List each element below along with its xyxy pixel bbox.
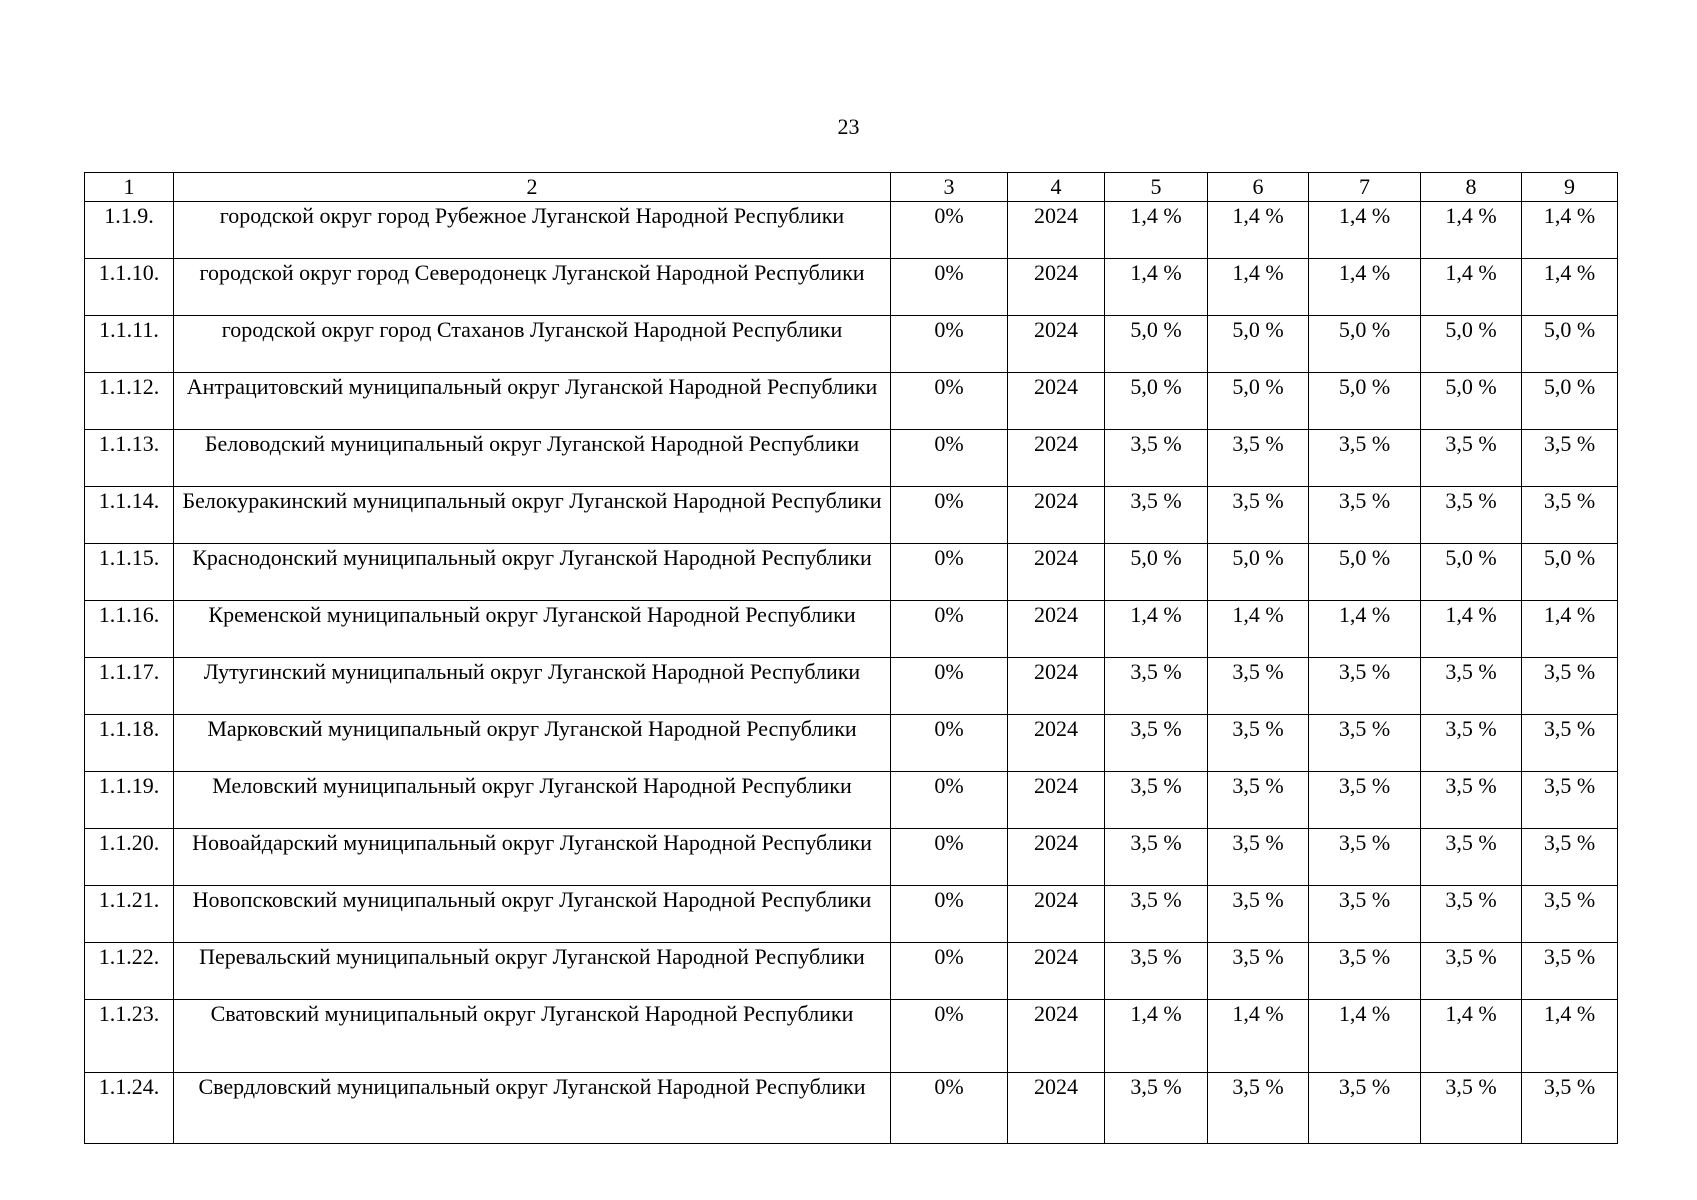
col6-value-cell: 3,5 % <box>1208 1073 1309 1144</box>
year-cell: 2024 <box>1008 829 1105 886</box>
col8-value-cell: 3,5 % <box>1421 829 1522 886</box>
col6-value-cell: 3,5 % <box>1208 658 1309 715</box>
year-cell: 2024 <box>1008 658 1105 715</box>
table-row <box>85 601 1618 658</box>
col3-value-cell: 0% <box>891 886 1008 943</box>
row-number-cell: 1.1.21. <box>85 886 174 943</box>
year-cell: 2024 <box>1008 430 1105 487</box>
col8-value-cell: 1,4 % <box>1421 1000 1522 1073</box>
col9-value-cell: 3,5 % <box>1522 487 1618 544</box>
col8-value-cell: 1,4 % <box>1421 601 1522 658</box>
col6-value-cell: 3,5 % <box>1208 487 1309 544</box>
row-number-cell: 1.1.24. <box>85 1073 174 1144</box>
col5-value-cell: 3,5 % <box>1105 715 1208 772</box>
year-cell: 2024 <box>1008 259 1105 316</box>
year-cell: 2024 <box>1008 373 1105 430</box>
col8-value-cell: 5,0 % <box>1421 544 1522 601</box>
col9-value-cell: 1,4 % <box>1522 1000 1618 1073</box>
col9-value-cell: 5,0 % <box>1522 316 1618 373</box>
territory-name-cell: Свердловский муниципальный округ Луганской Народной Республики <box>174 1073 891 1144</box>
col7-value-cell: 1,4 % <box>1309 601 1421 658</box>
col7-value-cell: 3,5 % <box>1309 715 1421 772</box>
col5-value-cell: 3,5 % <box>1105 1073 1208 1144</box>
col9-value-cell: 1,4 % <box>1522 202 1618 259</box>
column-header: 9 <box>1522 173 1618 202</box>
col5-value-cell: 3,5 % <box>1105 658 1208 715</box>
col6-value-cell: 3,5 % <box>1208 772 1309 829</box>
column-header: 3 <box>891 173 1008 202</box>
col7-value-cell: 5,0 % <box>1309 544 1421 601</box>
year-cell: 2024 <box>1008 544 1105 601</box>
page-number: 23 <box>837 114 860 139</box>
territory-name-cell: Сватовский муниципальный округ Луганской Народной Республики <box>174 1000 891 1073</box>
col3-value-cell: 0% <box>891 1000 1008 1073</box>
col9-value-cell: 3,5 % <box>1522 886 1618 943</box>
col8-value-cell: 3,5 % <box>1421 1073 1522 1144</box>
col9-value-cell: 3,5 % <box>1522 430 1618 487</box>
col6-value-cell: 3,5 % <box>1208 886 1309 943</box>
territory-name-cell: Перевальский муниципальный округ Луганской Народной Республики <box>174 943 891 1000</box>
table-row <box>85 430 1618 487</box>
col3-value-cell: 0% <box>891 487 1008 544</box>
col8-value-cell: 5,0 % <box>1421 373 1522 430</box>
col6-value-cell: 5,0 % <box>1208 316 1309 373</box>
col7-value-cell: 3,5 % <box>1309 829 1421 886</box>
col8-value-cell: 3,5 % <box>1421 943 1522 1000</box>
col7-value-cell: 3,5 % <box>1309 430 1421 487</box>
territory-name-cell: Беловодский муниципальный округ Луганской Народной Республики <box>174 430 891 487</box>
col6-value-cell: 1,4 % <box>1208 1000 1309 1073</box>
col3-value-cell: 0% <box>891 829 1008 886</box>
year-cell: 2024 <box>1008 1000 1105 1073</box>
territory-name-cell: Новоайдарский муниципальный округ Луганской Народной Республики <box>174 829 891 886</box>
col7-value-cell: 5,0 % <box>1309 373 1421 430</box>
table-row <box>85 1073 1618 1144</box>
table-row <box>85 373 1618 430</box>
row-number-cell: 1.1.11. <box>85 316 174 373</box>
col8-value-cell: 3,5 % <box>1421 430 1522 487</box>
col6-value-cell: 5,0 % <box>1208 373 1309 430</box>
col6-value-cell: 3,5 % <box>1208 715 1309 772</box>
col5-value-cell: 1,4 % <box>1105 1000 1208 1073</box>
col7-value-cell: 3,5 % <box>1309 772 1421 829</box>
year-cell: 2024 <box>1008 316 1105 373</box>
col5-value-cell: 5,0 % <box>1105 316 1208 373</box>
table-row <box>85 1000 1618 1073</box>
territory-name-cell: Меловский муниципальный округ Луганской Народной Республики <box>174 772 891 829</box>
table-row <box>85 886 1618 943</box>
col5-value-cell: 5,0 % <box>1105 544 1208 601</box>
col9-value-cell: 1,4 % <box>1522 601 1618 658</box>
territory-name-cell: Новопсковский муниципальный округ Луганской Народной Республики <box>174 886 891 943</box>
col8-value-cell: 3,5 % <box>1421 772 1522 829</box>
col9-value-cell: 3,5 % <box>1522 658 1618 715</box>
col3-value-cell: 0% <box>891 772 1008 829</box>
col9-value-cell: 3,5 % <box>1522 772 1618 829</box>
col6-value-cell: 3,5 % <box>1208 829 1309 886</box>
column-header: 8 <box>1421 173 1522 202</box>
col3-value-cell: 0% <box>891 943 1008 1000</box>
table-row <box>85 259 1618 316</box>
data-table <box>84 172 1618 1144</box>
col7-value-cell: 3,5 % <box>1309 1073 1421 1144</box>
row-number-cell: 1.1.20. <box>85 829 174 886</box>
territory-name-cell: Кременской муниципальный округ Луганской Народной Республики <box>174 601 891 658</box>
col3-value-cell: 0% <box>891 1073 1008 1144</box>
row-number-cell: 1.1.19. <box>85 772 174 829</box>
col5-value-cell: 1,4 % <box>1105 202 1208 259</box>
year-cell: 2024 <box>1008 1073 1105 1144</box>
year-cell: 2024 <box>1008 772 1105 829</box>
col5-value-cell: 3,5 % <box>1105 487 1208 544</box>
col3-value-cell: 0% <box>891 373 1008 430</box>
col7-value-cell: 1,4 % <box>1309 202 1421 259</box>
col6-value-cell: 3,5 % <box>1208 430 1309 487</box>
col5-value-cell: 3,5 % <box>1105 829 1208 886</box>
row-number-cell: 1.1.22. <box>85 943 174 1000</box>
year-cell: 2024 <box>1008 886 1105 943</box>
territory-name-cell: Лутугинский муниципальный округ Луганской Народной Республики <box>174 658 891 715</box>
col6-value-cell: 1,4 % <box>1208 259 1309 316</box>
column-header: 4 <box>1008 173 1105 202</box>
column-header: 2 <box>174 173 891 202</box>
col3-value-cell: 0% <box>891 715 1008 772</box>
col6-value-cell: 3,5 % <box>1208 943 1309 1000</box>
year-cell: 2024 <box>1008 715 1105 772</box>
column-header: 1 <box>85 173 174 202</box>
territory-name-cell: Антрацитовский муниципальный округ Луганской Народной Республики <box>174 373 891 430</box>
row-number-cell: 1.1.10. <box>85 259 174 316</box>
row-number-cell: 1.1.12. <box>85 373 174 430</box>
col7-value-cell: 3,5 % <box>1309 487 1421 544</box>
col7-value-cell: 3,5 % <box>1309 943 1421 1000</box>
col5-value-cell: 1,4 % <box>1105 259 1208 316</box>
col3-value-cell: 0% <box>891 259 1008 316</box>
row-number-cell: 1.1.16. <box>85 601 174 658</box>
col6-value-cell: 5,0 % <box>1208 544 1309 601</box>
col3-value-cell: 0% <box>891 544 1008 601</box>
table-header-row <box>85 173 1618 202</box>
territory-name-cell: Краснодонский муниципальный округ Луганской Народной Республики <box>174 544 891 601</box>
col5-value-cell: 3,5 % <box>1105 943 1208 1000</box>
row-number-cell: 1.1.17. <box>85 658 174 715</box>
row-number-cell: 1.1.15. <box>85 544 174 601</box>
col3-value-cell: 0% <box>891 316 1008 373</box>
table-row <box>85 202 1618 259</box>
col6-value-cell: 1,4 % <box>1208 202 1309 259</box>
year-cell: 2024 <box>1008 601 1105 658</box>
col5-value-cell: 5,0 % <box>1105 373 1208 430</box>
territory-name-cell: Белокуракинский муниципальный округ Луганской Народной Республики <box>174 487 891 544</box>
col7-value-cell: 1,4 % <box>1309 1000 1421 1073</box>
year-cell: 2024 <box>1008 487 1105 544</box>
col8-value-cell: 3,5 % <box>1421 487 1522 544</box>
col3-value-cell: 0% <box>891 658 1008 715</box>
col7-value-cell: 3,5 % <box>1309 658 1421 715</box>
territory-name-cell: городской округ город Стаханов Луганской Народной Республики <box>174 316 891 373</box>
col9-value-cell: 3,5 % <box>1522 1073 1618 1144</box>
col3-value-cell: 0% <box>891 202 1008 259</box>
row-number-cell: 1.1.9. <box>85 202 174 259</box>
col3-value-cell: 0% <box>891 601 1008 658</box>
col3-value-cell: 0% <box>891 430 1008 487</box>
row-number-cell: 1.1.14. <box>85 487 174 544</box>
col5-value-cell: 1,4 % <box>1105 601 1208 658</box>
col9-value-cell: 3,5 % <box>1522 829 1618 886</box>
row-number-cell: 1.1.18. <box>85 715 174 772</box>
table-row <box>85 772 1618 829</box>
territory-name-cell: городской округ город Северодонецк Луганской Народной Республики <box>174 259 891 316</box>
column-header: 7 <box>1309 173 1421 202</box>
col9-value-cell: 5,0 % <box>1522 373 1618 430</box>
col5-value-cell: 3,5 % <box>1105 772 1208 829</box>
table-row <box>85 829 1618 886</box>
table-row <box>85 544 1618 601</box>
col8-value-cell: 5,0 % <box>1421 316 1522 373</box>
col7-value-cell: 1,4 % <box>1309 259 1421 316</box>
col7-value-cell: 5,0 % <box>1309 316 1421 373</box>
territory-name-cell: Марковский муниципальный округ Луганской Народной Республики <box>174 715 891 772</box>
col5-value-cell: 3,5 % <box>1105 430 1208 487</box>
column-header: 5 <box>1105 173 1208 202</box>
col9-value-cell: 3,5 % <box>1522 715 1618 772</box>
row-number-cell: 1.1.13. <box>85 430 174 487</box>
col5-value-cell: 3,5 % <box>1105 886 1208 943</box>
col9-value-cell: 1,4 % <box>1522 259 1618 316</box>
table-row <box>85 316 1618 373</box>
col9-value-cell: 5,0 % <box>1522 544 1618 601</box>
col8-value-cell: 1,4 % <box>1421 259 1522 316</box>
col8-value-cell: 1,4 % <box>1421 202 1522 259</box>
table-row <box>85 943 1618 1000</box>
col9-value-cell: 3,5 % <box>1522 943 1618 1000</box>
col8-value-cell: 3,5 % <box>1421 886 1522 943</box>
column-header: 6 <box>1208 173 1309 202</box>
col8-value-cell: 3,5 % <box>1421 658 1522 715</box>
row-number-cell: 1.1.23. <box>85 1000 174 1073</box>
territory-name-cell: городской округ город Рубежное Луганской Народной Республики <box>174 202 891 259</box>
col8-value-cell: 3,5 % <box>1421 715 1522 772</box>
table-row <box>85 715 1618 772</box>
year-cell: 2024 <box>1008 943 1105 1000</box>
table-row <box>85 487 1618 544</box>
col7-value-cell: 3,5 % <box>1309 886 1421 943</box>
year-cell: 2024 <box>1008 202 1105 259</box>
table-row <box>85 658 1618 715</box>
col6-value-cell: 1,4 % <box>1208 601 1309 658</box>
